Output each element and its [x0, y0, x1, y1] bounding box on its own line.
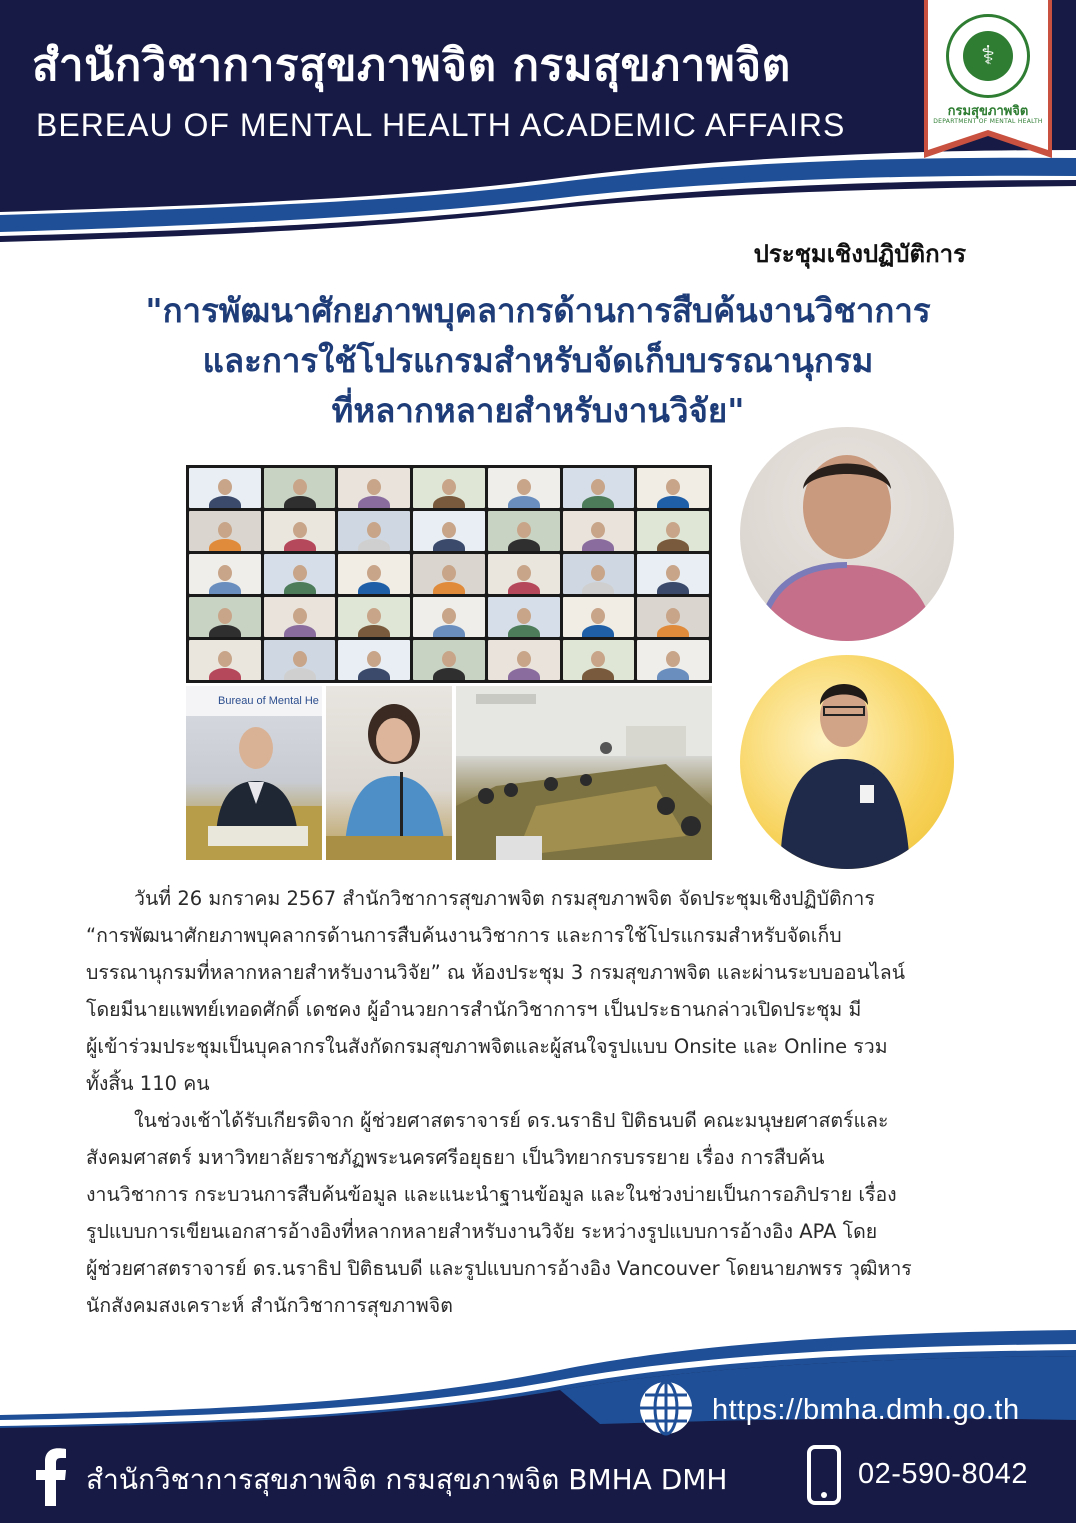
- participant-tile: [488, 640, 560, 680]
- department-logo: [946, 14, 1030, 98]
- article-body: [86, 880, 1006, 1324]
- facebook-page-name[interactable]: สำนักวิชาการสุขภาพจิต กรมสุขภาพจิต BMHA DMH: [86, 1463, 728, 1496]
- website-link[interactable]: https://bmha.dmh.go.th: [712, 1394, 1020, 1426]
- zoom-meeting-screenshot: [186, 465, 712, 683]
- title-line: "การพัฒนาศักยภาพบุคลากรด้านการสืบค้นงานวิชาการ: [145, 291, 931, 330]
- footer-banner: [0, 1320, 1076, 1523]
- body-line: ในช่วงเช้าได้รับเกียรติจาก ผู้ช่วยศาสตราจารย์ ดร.นราธิป ปิติธนบดี คณะมนุษยศาสตร์และ: [134, 1109, 889, 1132]
- participant-face: [218, 565, 232, 581]
- header-banner: [0, 0, 1076, 245]
- participant-face: [218, 608, 232, 624]
- participant-tile: [338, 597, 410, 637]
- participant-body: [433, 625, 465, 637]
- body-line: ทั้งสิ้น 110 คน: [86, 1072, 210, 1095]
- participant-body: [433, 496, 465, 508]
- participant-body: [508, 539, 540, 551]
- participant-face: [517, 522, 531, 538]
- participant-body: [358, 625, 390, 637]
- participant-body: [209, 539, 241, 551]
- participant-tile: [413, 554, 485, 594]
- participant-body: [582, 625, 614, 637]
- participant-body: [284, 625, 316, 637]
- participant-face: [517, 479, 531, 495]
- participant-face: [442, 565, 456, 581]
- participant-face: [293, 479, 307, 495]
- participant-face: [666, 479, 680, 495]
- participant-tile: [637, 554, 709, 594]
- caduceus-icon: ⚕: [963, 31, 1013, 81]
- participant-tile: [264, 597, 336, 637]
- participant-body: [582, 668, 614, 680]
- participant-tile: [338, 511, 410, 551]
- participant-tile: [637, 597, 709, 637]
- phone-icon: [806, 1444, 842, 1506]
- participant-tile: [264, 554, 336, 594]
- participant-face: [666, 651, 680, 667]
- participant-tile: [189, 640, 261, 680]
- participant-body: [209, 582, 241, 594]
- org-name-thai: สำนักวิชาการสุขภาพจิต กรมสุขภาพจิต: [32, 40, 791, 91]
- participant-body: [284, 496, 316, 508]
- participant-body: [657, 625, 689, 637]
- banner-text: Bureau of Mental He: [218, 695, 319, 707]
- participant-body: [209, 625, 241, 637]
- body-line: ผู้ช่วยศาสตราจารย์ ดร.นราธิป ปิติธนบดี และรูปแบบการอ้างอิง Vancouver โดยนายภพรร วุฒิหาร: [86, 1257, 912, 1280]
- phone-number[interactable]: 02-590-8042: [858, 1458, 1028, 1490]
- participant-body: [209, 496, 241, 508]
- participant-tile: [264, 511, 336, 551]
- participant-face: [666, 608, 680, 624]
- photo-meeting-room: [456, 686, 712, 860]
- participant-tile: [413, 468, 485, 508]
- participant-body: [508, 668, 540, 680]
- participant-face: [367, 608, 381, 624]
- participant-tile: [488, 597, 560, 637]
- participant-body: [433, 539, 465, 551]
- speaker-woman-illustration: [326, 686, 452, 860]
- participant-face: [591, 608, 605, 624]
- participant-face: [517, 565, 531, 581]
- body-line: ผู้เข้าร่วมประชุมเป็นบุคลากรในสังกัดกรมสุขภาพจิตและผู้สนใจรูปแบบ Onsite และ Online รวม: [86, 1035, 888, 1058]
- participant-face: [591, 651, 605, 667]
- participant-tile: [413, 597, 485, 637]
- participant-face: [293, 608, 307, 624]
- lecturer-portrait: [740, 427, 954, 641]
- participant-tile: [563, 468, 635, 508]
- logo-name-thai: กรมสุขภาพจิต: [947, 104, 1029, 119]
- participant-tile: [189, 511, 261, 551]
- participant-body: [284, 668, 316, 680]
- participant-face: [591, 565, 605, 581]
- participant-face: [367, 479, 381, 495]
- participant-face: [367, 522, 381, 538]
- participant-face: [442, 479, 456, 495]
- globe-icon: [638, 1380, 694, 1436]
- participant-tile: [637, 640, 709, 680]
- participant-tile: [189, 554, 261, 594]
- participant-body: [582, 496, 614, 508]
- participant-face: [442, 522, 456, 538]
- facebook-icon[interactable]: [30, 1448, 70, 1506]
- participant-face: [517, 651, 531, 667]
- participant-body: [358, 668, 390, 680]
- participant-tile: [488, 468, 560, 508]
- body-line: นักสังคมสงเคราะห์ สำนักวิชาการสุขภาพจิต: [86, 1294, 453, 1317]
- participant-body: [358, 539, 390, 551]
- body-line: วันที่ 26 มกราคม 2567 สำนักวิชาการสุขภาพจิต กรมสุขภาพจิต จัดประชุมเชิงปฏิบัติการ: [134, 887, 875, 910]
- participant-face: [218, 522, 232, 538]
- participant-body: [508, 625, 540, 637]
- participant-tile: [563, 597, 635, 637]
- participant-face: [517, 608, 531, 624]
- participant-tile: [338, 554, 410, 594]
- participant-tile: [264, 468, 336, 508]
- participant-face: [293, 565, 307, 581]
- participant-face: [218, 651, 232, 667]
- participant-body: [657, 668, 689, 680]
- body-line: งานวิชาการ กระบวนการสืบค้นข้อมูล และแนะนำฐานข้อมูล และในช่วงบ่ายเป็นการอภิปราย เรื่อง: [86, 1183, 897, 1206]
- participant-face: [442, 651, 456, 667]
- participant-face: [442, 608, 456, 624]
- participant-body: [508, 496, 540, 508]
- participant-tile: [189, 597, 261, 637]
- participant-body: [582, 539, 614, 551]
- body-line: รูปแบบการเขียนเอกสารอ้างอิงที่หลากหลายสำหรับงานวิจัย ระหว่างรูปแบบการอ้างอิง APA โดย: [86, 1220, 878, 1243]
- participant-tile: [338, 640, 410, 680]
- participant-tile: [189, 468, 261, 508]
- participant-tile: [563, 554, 635, 594]
- paragraph-1: [86, 880, 1006, 1102]
- participant-body: [284, 539, 316, 551]
- body-line: บรรณานุกรมที่หลากหลายสำหรับงานวิจัย” ณ ห้องประชุม 3 กรมสุขภาพจิต และผ่านระบบออนไลน์: [86, 961, 906, 984]
- participant-body: [657, 496, 689, 508]
- participant-tile: [563, 511, 635, 551]
- photo-speaker-woman: [326, 686, 452, 860]
- participant-body: [582, 582, 614, 594]
- participant-face: [367, 651, 381, 667]
- participant-body: [433, 582, 465, 594]
- participant-tile: [488, 511, 560, 551]
- participant-face: [591, 522, 605, 538]
- participant-body: [657, 582, 689, 594]
- body-line: “การพัฒนาศักยภาพบุคลากรด้านการสืบค้นงานวิชาการ และการใช้โปรแกรมสำหรับจัดเก็บ: [86, 924, 842, 947]
- participant-body: [508, 582, 540, 594]
- department-logo-ribbon: [924, 0, 1052, 158]
- speaker-man-illustration: [186, 686, 322, 860]
- body-line: สังคมศาสตร์ มหาวิทยาลัยราชภัฏพระนครศรีอยุธยา เป็นวิทยากรบรรยาย เรื่อง การสืบค้น: [86, 1146, 825, 1169]
- paragraph-2: [86, 1102, 1006, 1324]
- participant-tile: [413, 511, 485, 551]
- photo-speaker-lecturer: [740, 427, 954, 641]
- participant-face: [367, 565, 381, 581]
- participant-face: [293, 651, 307, 667]
- title-line: และการใช้โปรแกรมสำหรับจัดเก็บบรรณานุกรม: [202, 341, 874, 380]
- participant-body: [284, 582, 316, 594]
- participant-tile: [413, 640, 485, 680]
- participant-body: [433, 668, 465, 680]
- org-name-english: BEREAU OF MENTAL HEALTH ACADEMIC AFFAIRS: [36, 107, 846, 143]
- participant-tile: [563, 640, 635, 680]
- title-line: ที่หลากหลายสำหรับงานวิจัย": [331, 391, 745, 430]
- participant-body: [209, 668, 241, 680]
- participant-tile: [488, 554, 560, 594]
- participant-body: [657, 539, 689, 551]
- body-line: โดยมีนายแพทย์เทอดศักดิ์ เดชคง ผู้อำนวยการสำนักวิชาการฯ เป็นประธานกล่าวเปิดประชุม มี: [86, 998, 862, 1021]
- participant-face: [218, 479, 232, 495]
- participant-face: [591, 479, 605, 495]
- article-title: [40, 286, 1036, 436]
- participant-tile: [264, 640, 336, 680]
- photo-speaker-man: [186, 686, 322, 860]
- photo-speaker-discussant: [740, 655, 954, 869]
- participant-tile: [338, 468, 410, 508]
- logo-name-english: DEPARTMENT OF MENTAL HEALTH: [933, 118, 1043, 125]
- participant-body: [358, 582, 390, 594]
- participant-body: [358, 496, 390, 508]
- participant-tile: [637, 468, 709, 508]
- workshop-label: ประชุมเชิงปฏิบัติการ: [753, 240, 966, 268]
- participant-face: [666, 522, 680, 538]
- meeting-room-illustration: [456, 686, 712, 860]
- participant-face: [666, 565, 680, 581]
- participant-face: [293, 522, 307, 538]
- discussant-portrait: [740, 655, 954, 869]
- participant-tile: [637, 511, 709, 551]
